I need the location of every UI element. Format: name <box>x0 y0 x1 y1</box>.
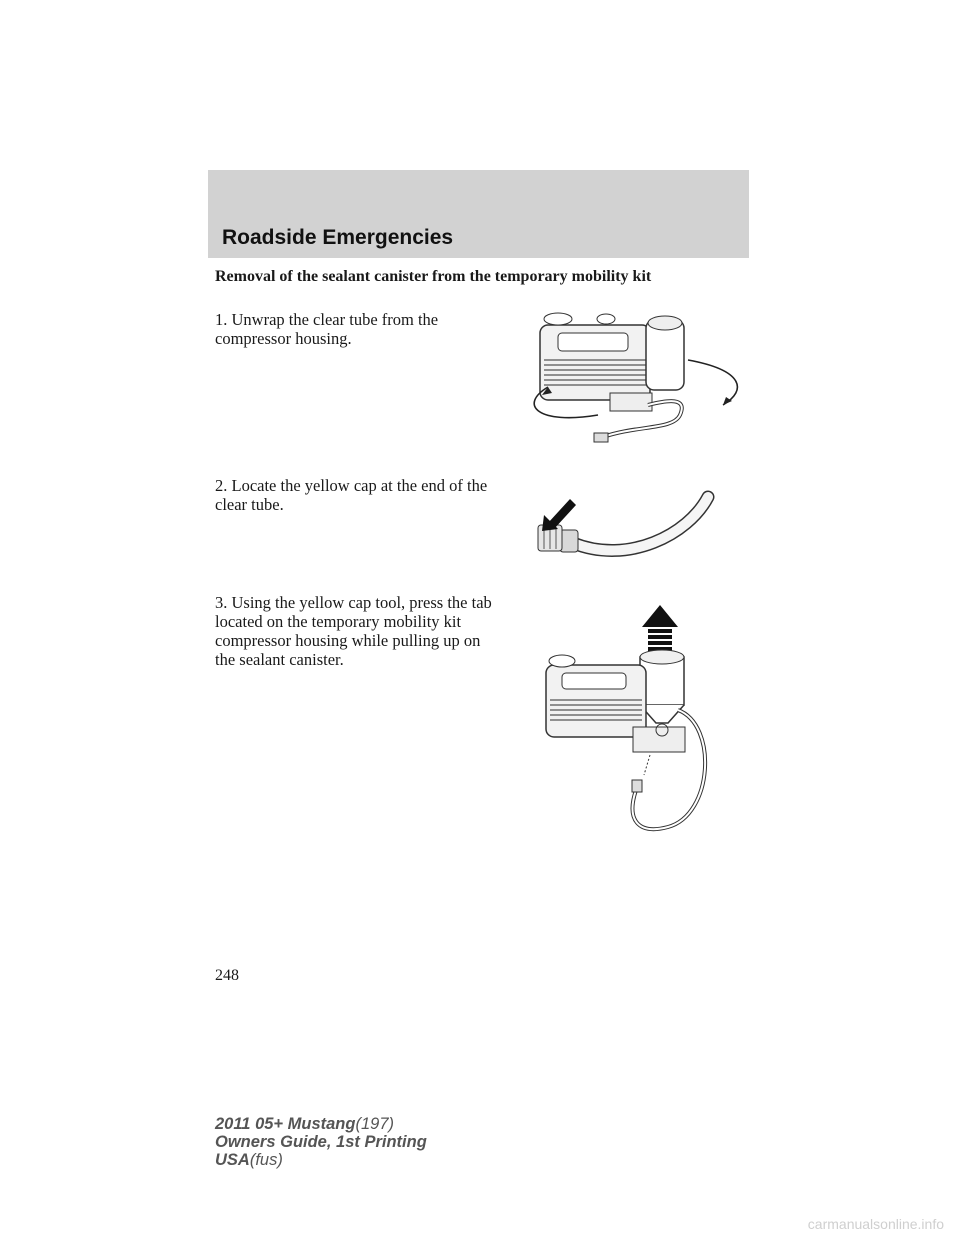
step-2-text: 2. Locate the yellow cap at the end of the clear tube. <box>215 476 488 514</box>
footer-model: 2011 05+ Mustang <box>215 1115 356 1133</box>
section-header-band <box>208 170 749 258</box>
footer-guide-edition: Owners Guide, 1st Printing <box>215 1133 427 1151</box>
canister-removal-illustration <box>538 605 728 840</box>
step-1-text: 1. Unwrap the clear tube from the compressor housing. <box>215 310 439 348</box>
section-title: Roadside Emergencies <box>222 226 454 249</box>
compressor-unwrap-tube-illustration <box>518 305 748 460</box>
yellow-cap-tube-illustration <box>518 485 748 585</box>
step-3-text: 3. Using the yellow cap tool, press the tab located on the temporary mobility kit compressor housing while pulling up on the sealant canister. <box>215 593 492 669</box>
procedure-heading: Removal of the sealant canister from the temporary mobility kit <box>215 268 652 285</box>
footer-model-code: (197) <box>355 1115 394 1133</box>
print-footer <box>215 1115 427 1169</box>
page-number: 248 <box>215 967 239 984</box>
watermark: carmanualsonline.info <box>807 1216 944 1232</box>
footer-market: USA <box>215 1151 250 1169</box>
footer-market-code: (fus) <box>249 1151 283 1169</box>
